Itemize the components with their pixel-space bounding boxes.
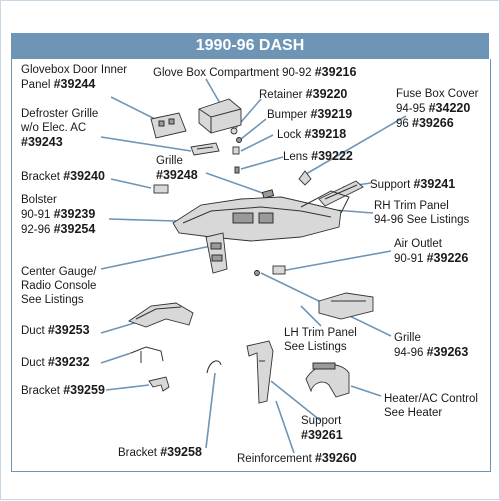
label-reinforcement: Reinforcement #39260 [237,451,357,465]
air-outlet-part [255,266,286,276]
fuse-box-cover-part [299,171,311,185]
label-lock: Lock #39218 [277,127,347,141]
label-bracket-39240: Bracket #39240 [21,169,105,183]
leader-lines [101,79,406,453]
duct-39232-part [131,347,163,363]
label-glovebox-door: Glovebox Door Inner Panel #39244 [21,64,128,91]
label-grille-top: Grille #39248 [156,155,198,182]
label-support-39241: Support #39241 [370,177,456,191]
small-hardware-parts [231,128,242,173]
label-heater-ac-control: Heater/AC Control See Heater [384,393,478,419]
heater-ac-control-part [306,363,349,397]
diagram-title: 1990-96 DASH [195,37,305,54]
reinforcement-part [247,341,273,403]
label-duct-39253: Duct #39253 [21,323,90,337]
center-console-part [206,233,227,273]
label-center-gauge: Center Gauge/ Radio Console See Listings [21,266,97,306]
label-bumper: Bumper #39219 [267,107,353,121]
lh-trim-panel-part [319,293,373,319]
grille-top-part [262,190,273,198]
bracket-39258-part [207,361,221,373]
label-lh-trim-panel: LH Trim Panel See Listings [284,327,357,353]
label-bracket-39259: Bracket #39259 [21,383,105,397]
label-grille-bottom: Grille 94-96 #39263 [394,332,469,359]
label-support-39261: Support #39261 [301,415,343,442]
label-glovebox-compartment: Glove Box Compartment 90-92 #39216 [153,65,357,79]
label-bracket-39258: Bracket #39258 [118,445,202,459]
bracket-39240-part [154,185,168,193]
label-bolster: Bolster 90-91 #39239 92-96 #39254 [21,194,96,236]
label-duct-39232: Duct #39232 [21,355,90,369]
label-lens: Lens #39222 [283,149,353,163]
bracket-39259-part [149,377,169,391]
label-fuse-box-cover: Fuse Box Cover 94-95 #34220 96 #39266 [396,88,479,130]
label-air-outlet: Air Outlet 90-91 #39226 [394,238,469,265]
label-retainer: Retainer #39220 [259,87,348,101]
label-rh-trim-panel: RH Trim Panel 94-96 See Listings [374,200,470,226]
duct-39253-part [129,303,193,327]
glovebox-door-part [151,113,186,138]
label-defroster-grille: Defroster Grille w/o Elec. AC #39243 [21,108,99,149]
